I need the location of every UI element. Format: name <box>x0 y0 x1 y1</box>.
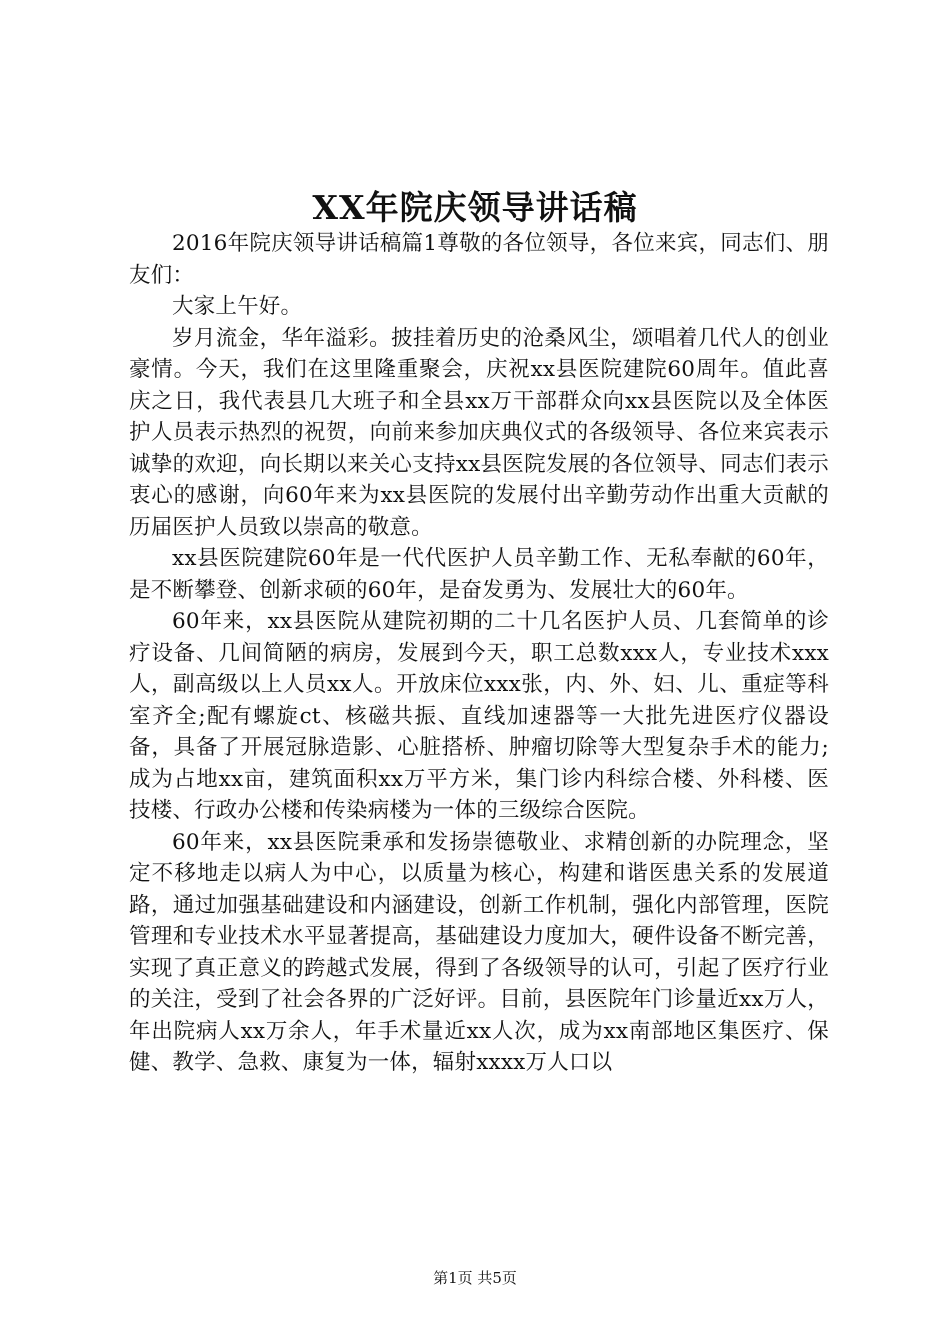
document-body <box>129 228 829 1079</box>
page-number-footer: 第1页 共5页 <box>433 1269 517 1287</box>
paragraph: 大家上午好。 <box>172 294 303 319</box>
document-title: XX年院庆领导讲话稿 <box>312 188 638 227</box>
paragraph: xx县医院建院60年是一代代医护人员辛勤工作、无私奉献的60年，是不断攀登、创新求硕的60年，是奋发勇为、发展壮大的60年。 <box>129 546 829 603</box>
paragraph: 2016年院庆领导讲话稿篇1尊敬的各位领导，各位来宾，同志们、朋友们： <box>129 231 829 288</box>
paragraph: 60年来，xx县医院从建院初期的二十几名医护人员、几套简单的诊疗设备、几间简陋的病房，发展到今天，职工总数xxx人，专业技术xxx人，副高级以上人员xx人。开放床位xxx张，内、外、妇、儿、重症等科室齐全;配有螺旋ct、核磁共振、直线加速器等一大批先进医疗仪器设备，具备了开展冠脉造影、心脏搭桥、肿瘤切除等大型复杂手术的能力;成为占地xx亩，建筑面积xx万平方米，集门诊内科综合楼、外科楼、医技楼、行政办公楼和传染病楼为一体的三级综合医院。 <box>129 609 829 823</box>
paragraph: 60年来，xx县医院秉承和发扬崇德敬业、求精创新的办院理念，坚定不移地走以病人为中心，以质量为核心，构建和谐医患关系的发展道路，通过加强基础建设和内涵建设，创新工作机制，强化内部管理，医院管理和专业技术水平显著提高，基础建设力度加大，硬件设备不断完善，实现了真正意义的跨越式发展，得到了各级领导的认可，引起了医疗行业的关注，受到了社会各界的广泛好评。目前，县医院年门诊量近xx万人，年出院病人xx万余人，年手术量近xx人次，成为xx南部地区集医疗、保健、教学、急救、康复为一体，辐射xxxx万人口以 <box>129 829 829 1075</box>
paragraph: 岁月流金，华年溢彩。披挂着历史的沧桑风尘，颂唱着几代人的创业豪情。今天，我们在这里隆重聚会，庆祝xx县医院建院60周年。值此喜庆之日，我代表县几大班子和全县xx万干部群众向xx县医院以及全体医护人员表示热烈的祝贺，向前来参加庆典仪式的各级领导、各位来宾表示诚挚的欢迎，向长期以来关心支持xx县医院发展的各位领导、同志们表示衷心的感谢，向60年来为xx县医院的发展付出辛勤劳动作出重大贡献的历届医护人员致以崇高的敬意。 <box>129 325 829 540</box>
